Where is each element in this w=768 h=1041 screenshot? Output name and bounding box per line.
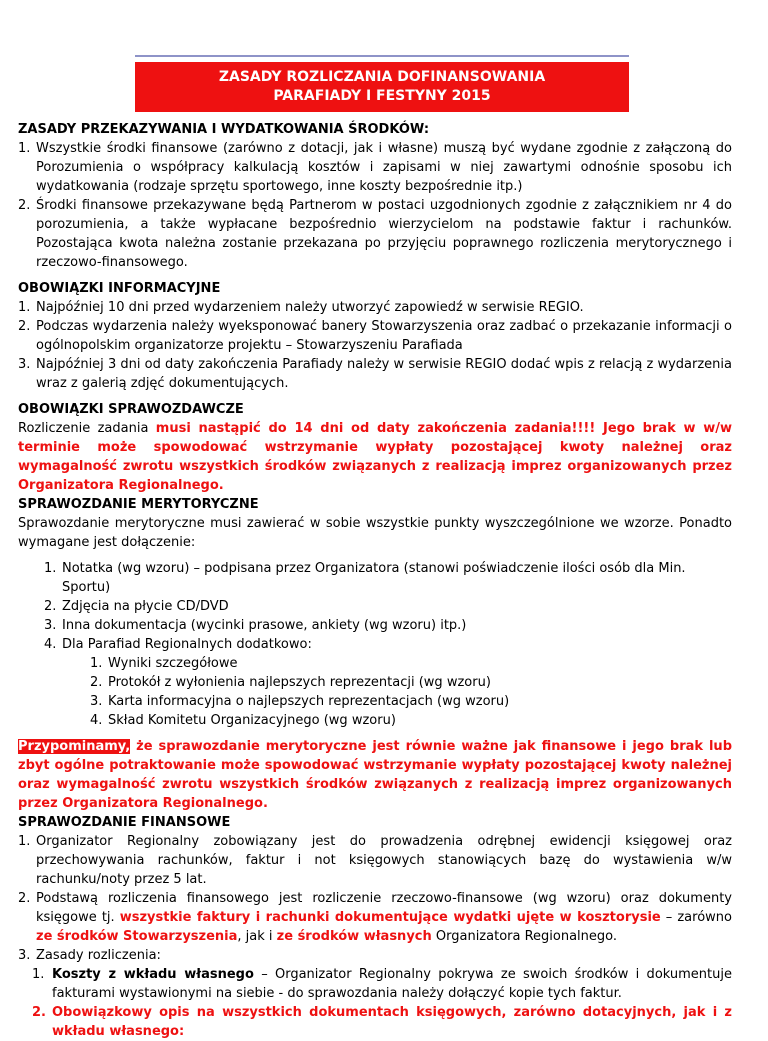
settlement-rules-list [18, 965, 732, 1041]
financial-list [18, 832, 732, 1041]
list-item: 4. Dla Parafiad Regionalnych dodatkowo: [44, 637, 312, 652]
section-title-substantive-report: SPRAWOZDANIE MERYTORYCZNE [18, 497, 259, 512]
attachments-list [18, 559, 732, 730]
list-item: 1. Najpóźniej 10 dni przed wydarzeniem należy utworzyć zapowiedź w serwisie REGIO. [18, 300, 584, 315]
list-item: 2. Podczas wydarzenia należy wyeksponować banery Stowarzyszenia oraz zadbać o przekazanie informacji o ogólnopolskim organizatorze projektu – Stowarzyszeniu Parafiada [18, 319, 732, 353]
list-item: 2. Podstawą rozliczenia finansowego jest rozliczenie rzeczowo-finansowe (wg wzoru) oraz dokumenty księgowe tj. wszystkie faktury i rachunki dokumentujące wydatki ujęte w kosztorysie – zarówno ze środków Stowarzyszenia, jak i ze środków własnych Organizatora Regionalnego. [18, 891, 732, 944]
list-item: 3. Karta informacyjna o najlepszych reprezentacjach (wg wzoru) [90, 694, 510, 709]
regional-attachments-list [44, 654, 732, 730]
list-item: 1. Wyniki szczegółowe [90, 656, 238, 671]
top-rule [135, 55, 629, 57]
list-item: 3. Zasady rozliczenia: [18, 948, 161, 963]
reminder-paragraph: Przypominamy, że sprawozdanie merytoryczne jest równie ważne jak finansowe i jego brak lub zbyt ogólne potraktowanie może spowodować wstrzymanie wypłaty pozostającej kwoty należnej oraz wymagalność zwrotu wszystkich środków związanych z realizacją imprez organizowanych przez Organizatora Regionalnego. [18, 739, 732, 811]
reporting-intro: Rozliczenie zadania musi nastąpić do 14 dni od daty zakończenia zadania!!!! Jego brak w w/w terminie może spowodować wstrzymanie wypłaty pozostającej kwoty należnej oraz wymagalność zwrotu wszystkich środków związanych z realizacją imprez organizowanych przez Organizatora Regionalnego. [18, 421, 732, 493]
document-body [18, 120, 732, 1041]
list-item: 2. Zdjęcia na płycie CD/DVD [44, 599, 229, 614]
list-item: 3. Najpóźniej 3 dni od daty zakończenia Parafiady należy w serwisie REGIO dodać wpis z relacją z wydarzenia wraz z galerią zdjęć dokumentujących. [18, 357, 732, 391]
section-title-transfers: ZASADY PRZEKAZYWANIA I WYDATKOWANIA ŚRODKÓW: [18, 122, 430, 137]
list-item: 4. Skład Komitetu Organizacyjnego (wg wzoru) [90, 713, 396, 728]
title-line-1: ZASADY ROZLICZANIA DOFINANSOWANIA [218, 69, 546, 85]
list-item: 1. Organizator Regionalny zobowiązany jest do prowadzenia odrębnej ewidencji księgowej oraz przechowywania rachunków, faktur i not księgowych stanowiących bazę do wystawienia w/w rachunku/noty przez 5 lat. [18, 834, 732, 887]
document-title-banner [135, 62, 629, 112]
section-title-financial-report: SPRAWOZDANIE FINANSOWE [18, 815, 231, 830]
section-title-reporting: OBOWIĄZKI SPRAWOZDAWCZE [18, 402, 244, 417]
list-item: 2. Obowiązkowy opis na wszystkich dokumentach księgowych, zarówno dotacyjnych, jak i z wkładu własnego: [32, 1005, 732, 1039]
info-list [18, 298, 732, 393]
list-item: 3. Inna dokumentacja (wycinki prasowe, ankiety (wg wzoru) itp.) [44, 618, 467, 633]
list-item: 2. Protokół z wyłonienia najlepszych reprezentacji (wg wzoru) [90, 675, 491, 690]
transfers-list [18, 139, 732, 272]
list-item: 1. Notatka (wg wzoru) – podpisana przez Organizatora (stanowi poświadczenie ilości osób dla Min. Sportu) [44, 561, 686, 595]
list-item: 2. Środki finansowe przekazywane będą Partnerom w postaci uzgodnionych zgodnie z załącznikiem nr 4 do porozumienia, a także wypłacane bezpośrednio wierzycielom na podstawie faktur i rachunków. Pozostająca kwota należna zostanie przekazana po przyjęciu poprawnego rozliczenia merytorycznego i rzeczowo-finansowego. [18, 198, 732, 270]
title-line-2: PARAFIADY I FESTYNY 2015 [273, 88, 491, 104]
list-item: 1. Wszystkie środki finansowe (zarówno z dotacji, jak i własne) muszą być wydane zgodnie z załączoną do Porozumienia o współpracy kalkulacją kosztów i zapisami w niej zawartymi odnośnie sposobu ich wydatkowania (rodzaje sprzętu sportowego, inne koszty bezpośrednie itp.) [18, 141, 732, 194]
list-item: 1. Koszty z wkładu własnego – Organizator Regionalny pokrywa ze swoich środków i dokumentuje fakturami wystawionymi na siebie - do sprawozdania należy dołączyć kopie tych faktur. [32, 967, 732, 1001]
section-title-info: OBOWIĄZKI INFORMACYJNE [18, 281, 221, 296]
reminder-highlight: Przypominamy, [18, 739, 131, 754]
substantive-intro: Sprawozdanie merytoryczne musi zawierać w sobie wszystkie punkty wyszczególnione we wzorze. Ponadto wymagane jest dołączenie: [18, 516, 732, 550]
